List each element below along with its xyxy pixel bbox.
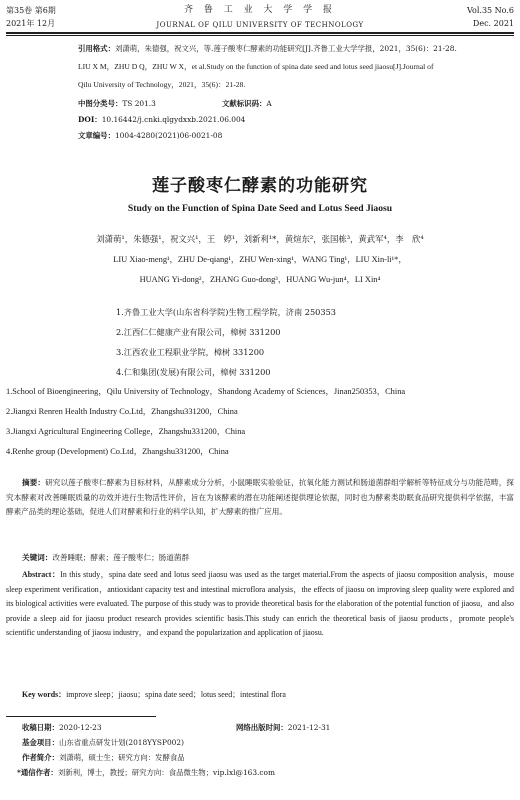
document-code: 文献标识码：A — [222, 99, 272, 108]
online-date: 网络出版时间：2021-12-31 — [236, 723, 331, 732]
abstract-en-text: In this study，spina date seed and lotus seed jiaosu was used as the target material.From the aspects of jiaosu composition analysis，mouse sleep experiment verification，antioxidant capacity test and intestinal microflora analysis，the effects of jiaosu on improving sleep quality were explored and its biological activities were evaluated. The purpose of this study was to provide theoretical basis for the elaboration of the potential function of jiaosu，and also provide a sleep aid for jiaosu product research provides scientific basis.This study can enrich the theoretical basis of jiaosu products，promote people's scientific understanding of jiaosu industry，and expand the popularization and application of jiaosu. — [6, 570, 515, 637]
fund-project: 基金项目：山东省重点研发计划(2018YYSP002) — [22, 738, 184, 747]
abstract-cn — [6, 476, 514, 520]
corresponding-author: *通信作者：刘新利，博士，教授；研究方向：食品微生物；vip.lxl@163.com — [17, 768, 275, 777]
date-cn: 2021年 12月 — [6, 19, 56, 28]
affiliation-cn-2: 2.江西仁仁健康产业有限公司，樟树 331200 — [116, 327, 281, 337]
affiliation-en-4: 4.Renhe group (Development) Co.Ltd，Zhangshu331200，China — [6, 447, 229, 456]
citation-label: 引用格式： — [78, 44, 115, 53]
affiliation-cn-4: 4.仁和集团(发展)有限公司，樟树 331200 — [116, 367, 271, 377]
abstract-cn-label: 摘要： — [22, 478, 46, 487]
abstract-en-label: Abstract： — [22, 570, 61, 579]
received-date: 收稿日期：2020-12-23 — [22, 723, 102, 732]
abstract-en — [6, 568, 514, 641]
keywords-cn-text: 改善睡眠；酵素；莲子酸枣仁；肠道菌群 — [52, 553, 190, 562]
keywords-cn — [22, 551, 514, 566]
title-cn: 莲子酸枣仁酵素的功能研究 — [152, 176, 368, 196]
header-rule — [6, 32, 514, 34]
author-bio: 作者简介：刘潇萌，硕士生；研究方向：发酵食品 — [22, 753, 185, 762]
citation-line-3: Qilu University of Technology，2021，35(6)：21-28. — [78, 80, 246, 89]
keywords-en-text: improve sleep；jiaosu；spina date seed；lotus seed；intestinal flora — [66, 690, 286, 699]
authors-cn: 刘潇萌¹，朱德强¹，祝文兴¹，王 婷¹，刘新利¹*，黄煊东²，张国栋³，黄武军⁴，李 欣⁴ — [96, 234, 424, 244]
header-rule-thin — [6, 35, 514, 36]
authors-en-line-1: LIU Xiao-meng¹，ZHU De-qiang¹，ZHU Wen-xing¹，WANG Ting¹，LIU Xin-li¹*， — [113, 255, 407, 264]
abstract-cn-text: 研究以莲子酸枣仁酵素为目标材料，从酵素成分分析，小鼠睡眠实验验证，抗氧化能力测试和肠道菌群组学解析等特征成分与功能范畴，探究本酵素对改善睡眠质量的功效并进行生物活性评价，旨在为该酵素的潜在功能阐述提供理论依据，同时也为酵素类助眠食品研究提供科学依据，丰富酵素产品类的理论基础，促进人们对酵素和行业的科学认知，扩大酵素的推广应用。 — [6, 478, 515, 516]
date-en: Dec. 2021 — [472, 19, 514, 28]
journal-name-cn: 齐 鲁 工 业 大 学 学 报 — [183, 5, 337, 15]
title-en: Study on the Function of Spina Date Seed and Lotus Seed Jiaosu — [127, 203, 393, 214]
volume-issue-en: Vol.35 No.6 — [467, 6, 514, 15]
affiliation-en-1: 1.School of Bioengineering，Qilu University of Technology，Shandong Academy of Sciences，Jinan250353，China — [6, 387, 406, 396]
affiliation-en-3: 3.Jiangxi Agricultural Engineering College，Zhangshu331200，China — [6, 427, 246, 436]
keywords-cn-label: 关键词： — [22, 553, 53, 562]
keywords-en — [22, 688, 514, 703]
affiliation-en-2: 2.Jiangxi Renren Health Industry Co.Ltd，Zhangshu331200，China — [6, 407, 238, 416]
authors-en-line-2: HUANG Yi-dong²，ZHANG Guo-dong³，HUANG Wu-jun⁴，LI Xin⁴ — [139, 275, 381, 284]
citation-line-2: LIU X M，ZHU D Q，ZHU W X，et al.Study on the function of spina date seed and lotus seed jiaosu[J].Journal of — [78, 62, 434, 71]
affiliation-cn-3: 3.江西农业工程职业学院，樟树 331200 — [116, 347, 265, 357]
clc-number: 中图分类号：TS 201.3 — [78, 99, 156, 108]
volume-issue-cn: 第35卷 第6期 — [6, 6, 56, 15]
doi: DOI：10.16442/j.cnki.qlgydxxb.2021.06.004 — [78, 115, 246, 124]
journal-name-en: JOURNAL OF QILU UNIVERSITY OF TECHNOLOGY — [156, 21, 364, 29]
footnote-rule — [6, 716, 156, 717]
article-number: 文章编号：1004-4280(2021)06-0021-08 — [78, 131, 223, 140]
keywords-en-label: Key words： — [22, 690, 67, 699]
affiliation-cn-1: 1.齐鲁工业大学(山东省科学院)生物工程学院，济南 250353 — [116, 307, 336, 317]
citation-line-1: 引用格式：刘潇萌，朱德强，祝文兴，等.莲子酸枣仁酵素的功能研究[J].齐鲁工业大学学报，2021，35(6)：21-28. — [78, 44, 457, 53]
